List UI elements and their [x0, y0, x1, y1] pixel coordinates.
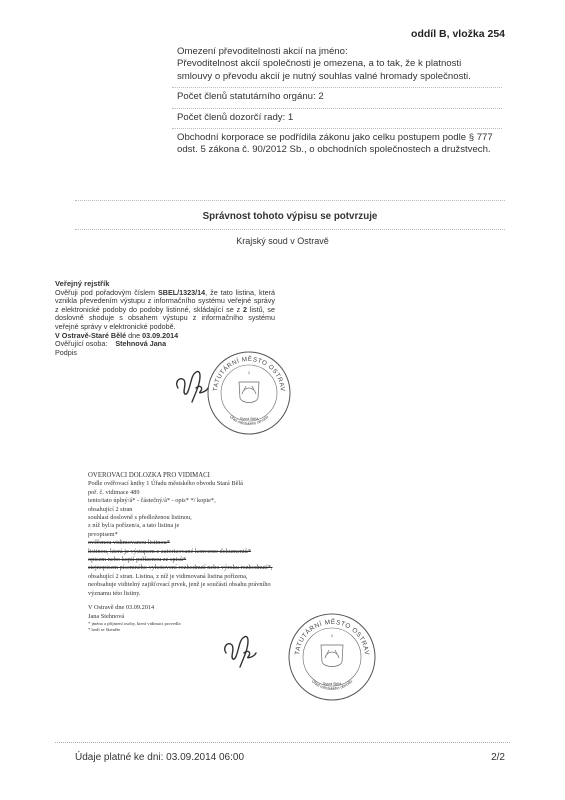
stamp-top-text: TATUTÁRNÍ MĚSTO OSTRAV: [294, 618, 370, 656]
cert-person: Stehnová Jana: [115, 339, 167, 349]
entry-line: Počet členů statutárního orgánu: 2: [177, 91, 324, 103]
stamp-number: 1: [330, 633, 334, 638]
cert-text-part: Ověřuji pod pořadovým číslem: [55, 287, 156, 297]
entry-line: Převoditelnost akcií společnosti je omezena, a to tak, že k platnosti smlouvy o převodu akcií je nutný souhlas valné hromady společnosti.: [177, 58, 471, 82]
cert-signature-label: Podpis: [55, 347, 77, 357]
stamp-district: Stará Bělá: [322, 681, 342, 686]
clause-person: Jana Stehnová: [88, 612, 125, 620]
entry-statutory-members: [172, 87, 502, 105]
svg-text:STATUTÁRNÍ MĚSTO OSTRAVA: [287, 612, 370, 656]
stamp-top-text: TATUTÁRNÍ MĚSTO OSTRAV: [212, 355, 286, 392]
clause-line: Podle ověřovací knihy 1 Úřadu městského obvodu Stará Bělá: [88, 480, 243, 488]
entry-corporation-law: [172, 128, 502, 159]
vidimation-clause: [88, 472, 298, 632]
entry-line: Omezení převoditelnosti akcií na jméno:: [177, 46, 348, 57]
entry-line: Počet členů dozorčí rady: 1: [177, 111, 294, 123]
official-stamp: [287, 612, 377, 702]
entry-supervisory-members: [172, 108, 502, 126]
cert-text-part: listů, se doslovně shoduje s obsahem výstupu z informačního systému veřejné správy v elektronické podobě.: [55, 304, 276, 331]
entry-line: Obchodní korporace se podřídila zákonu jako celku postupem podle § 777 odst. 5 zákona č. 90/2012 Sb., o obchodních společnostech a družstvech.: [177, 132, 493, 156]
clause-line: obsahující 2 stran: [88, 505, 133, 513]
clause-line: neobsahuje viditelný zajišťovací prvek, jenž je součástí obsahu právního: [88, 581, 271, 589]
cert-date-prefix: dne: [128, 330, 141, 340]
stamp-number: 1: [247, 370, 251, 375]
page-number: 2/2: [491, 752, 505, 763]
section-reference: oddíl B, vložka 254: [411, 28, 505, 40]
cert-place: V Ostravě-Staré Bělé: [55, 330, 127, 340]
cert-text-part: , že tato listina, která vznikla převedením výstupu z informačního systému veřejné správy z elektronické podoby do podoby listinné, skládající se z: [55, 287, 275, 314]
certification-text: [55, 289, 275, 332]
certification-title: Veřejný rejstřík: [55, 279, 110, 288]
official-stamp: [206, 350, 292, 436]
clause-note: * hodí se škrtněte: [88, 626, 121, 632]
cert-number: SBEL/1323/14: [158, 287, 206, 297]
svg-text:STATUTÁRNÍ MĚSTO OSTRAVA: [206, 350, 286, 392]
footer-divider: [55, 742, 510, 743]
court-name: Krajský soud v Ostravě: [236, 236, 329, 246]
footer-validity: Údaje platné ke dni: 03.09.2014 06:00: [75, 752, 245, 763]
clause-line-struck: opisem nebo kopií pořízenou ze spisů*: [88, 556, 187, 564]
handwritten-signature: [218, 625, 268, 682]
entry-share-restriction: [172, 45, 502, 85]
stamp-district: Stará Bělá: [239, 416, 259, 421]
certification-block: [55, 280, 275, 357]
clause-line: souhlasí doslovně s předloženou listinou,: [88, 514, 192, 522]
stamp-bottom-text: Úřad městského obvodu: [228, 413, 270, 427]
register-entries: [172, 45, 502, 159]
verification-band: [75, 200, 505, 230]
verification-heading: Správnost tohoto výpisu se potvrzuje: [202, 211, 378, 222]
clause-line-struck: listinou, která je výstupem z autorizované konverze dokumentů*: [88, 547, 251, 555]
cert-person-label: Ověřující osoba:: [55, 339, 108, 349]
clause-line: tento/tato úplný/á* - částečný/á* - opis* */ kopie*,: [88, 497, 216, 505]
clause-line: prvopisem*: [88, 530, 118, 538]
cert-person-row: [55, 340, 275, 349]
clause-line-struck: stejnopisem písemného vyhotovení rozhodnutí nebo výroku rozhodnutí*,: [88, 564, 273, 572]
stamp-bottom-text: Úřad městského obvodu: [310, 678, 354, 692]
clause-heading: OVEROVACI DOLOZKA PRO VIDIMACI: [88, 472, 210, 479]
clause-line: obsahující 2 stran. Listina, z níž je vidimovaná listina pořízena,: [88, 572, 248, 580]
clause-line: poř. č. vidimace 489: [88, 488, 140, 496]
clause-line: významu této listiny.: [88, 589, 141, 597]
cert-date: 03.09.2014: [142, 330, 179, 340]
cert-sheet-count: 2: [243, 304, 247, 314]
clause-line: z níž byl/a pořízen/a, a tato listina je: [88, 522, 180, 530]
clause-note: * jméno a příjmení osoby, která vidimaci provedla: [88, 620, 181, 626]
clause-line-struck: ověřenou vidimovanou listinou*: [88, 539, 170, 547]
clause-place-date: V Ostravě dne 03.09.2014: [88, 604, 155, 612]
